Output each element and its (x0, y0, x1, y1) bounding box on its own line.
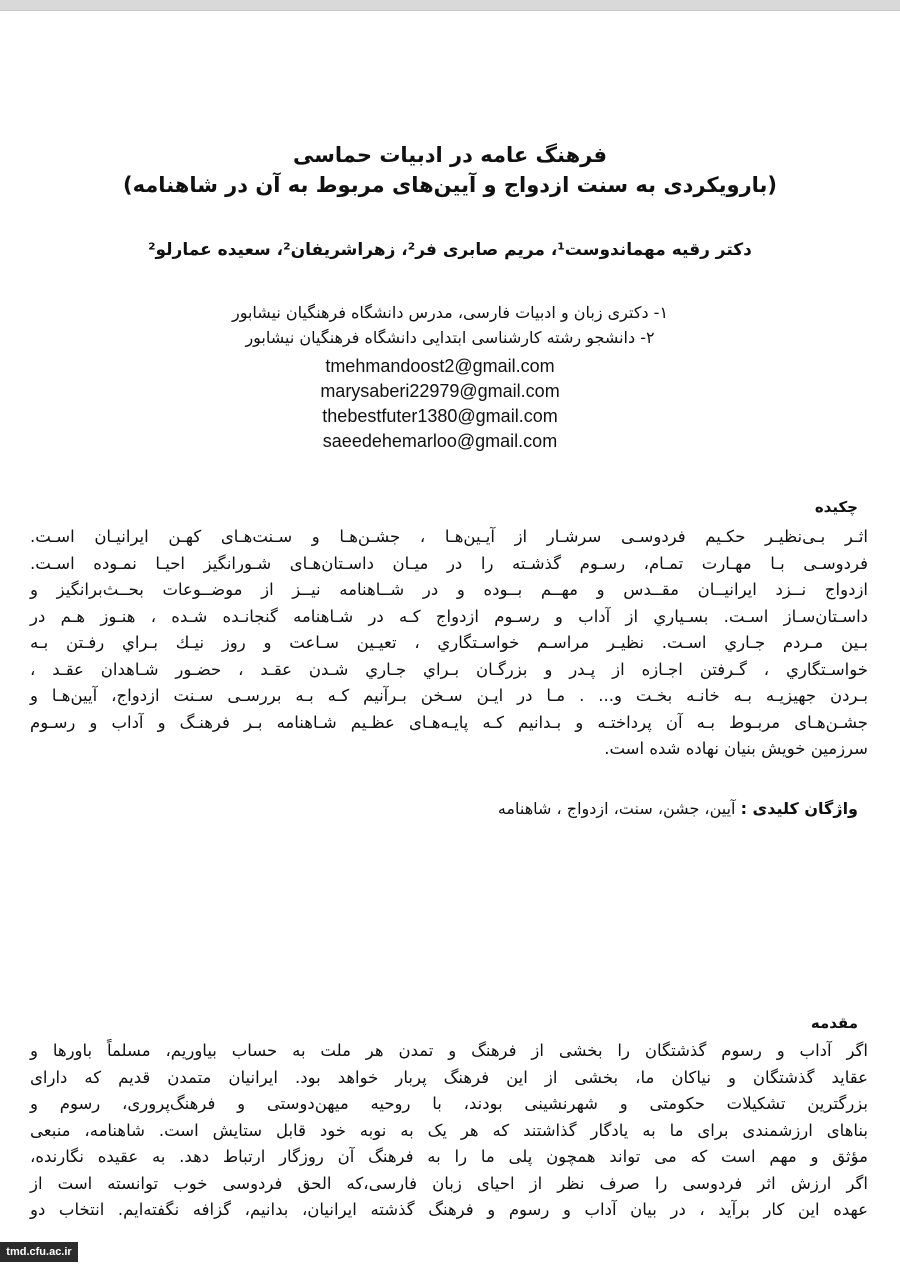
intro-line: عهده این کار برآید ، در بیان آداب و رسوم و فرهنگ گذشته ایرانیان، بدانیم، گزافه نگفته‌ایم. انتخاب دو (30, 1200, 868, 1219)
email-1[interactable]: tmehmandoost2@gmail.com (325, 356, 555, 376)
abstract-line: سرزمین خویش بنیان نهاده شده است. (604, 739, 868, 758)
document-page (14, 14, 886, 1270)
affiliation-2: ۲- دانشجو رشته کارشناسی ابتدایی دانشگاه فرهنگیان نیشابور (245, 328, 655, 347)
abstract-line: فردوسـی بـا مهـارت تمـام، رسـوم گذشـته را در میـان داسـتان‌هـای شـورانگیز احیـا نمـوده اسـت. (30, 553, 868, 573)
authors-line: دکتر رقیه مهماندوست¹، مریم صابری فر²، زهراشریفان²، سعیده عمارلو² (148, 240, 752, 260)
intro-line: مؤثق و مهم است که می تواند همچون پلی ما را به فرهنگ آن روزگار ارتباط دهد. به عقیده نگارنده، (30, 1147, 868, 1166)
affiliations (14, 300, 886, 350)
intro-line: اگر آداب و رسوم گذشتگان را بخشی از فرهنگ و تمدن هر ملت به حساب بیاوریم، مسلماً باورها و (30, 1041, 868, 1060)
abstract-line: خواسـتگاري ، گـرفتن اجـازه از پـدر و بزرگـان بـراي جـاري شـدن عقـد ، حضـور شـاهدان عقـد ، (30, 659, 868, 679)
keywords-label: واژگان کلیدی : (740, 799, 858, 818)
abstract-line: داسـتان‌سـاز اسـت. بسـیاري از آداب و رسـوم ازدواج کـه در شـاهنامه گنجانـده شـده ، هنـوز هـم در (30, 606, 868, 626)
intro-heading: مقدمه (810, 1014, 858, 1032)
abstract-line: اثـر بـی‌نظیـر حکـیم فردوسـی سرشـار از آیـین‌هـا ، جشـن‌هـا و سـنت‌هـای کهـن ایرانیـان اسـت. (30, 527, 868, 546)
intro-line: اگر ارزش اثر فردوسی را صرف نظر از احیای زبان فارسی،که الحق فردوسی خوب توانسته است از (30, 1173, 868, 1193)
abstract-line: بـین مـردم جـاري اسـت. نظیـر مراسـم خواسـتگاري ، تعیـین سـاعت و روز نیـك بـراي رفـتن بـه (30, 633, 868, 652)
intro-line: بزرگترین تشکیلات حکومتی و شهرنشینی بودند، با روحیه میهن‌دوستی و فرهنگ‌پروری، رسوم و (30, 1094, 868, 1113)
abstract-line: ازدواج نــزد ایرانیــان مقــدس و مهــم بــوده و در شــاهنامه نیــز از موضــوعات بحــث‌برانگیز و (30, 580, 868, 599)
intro-line: بناهای ارزشمندی برای ما به یادگار گذاشتند که هر یک به نوبه خود قابل ستایش است. شاهنامه، منبعی (30, 1120, 868, 1140)
email-2[interactable]: marysaberi22979@gmail.com (320, 381, 560, 401)
affiliation-1: ۱- دکتری زبان و ادبیات فارسی، مدرس دانشگاه فرهنگیان نیشابور (231, 303, 669, 322)
keywords-value: آیین، جشن، سنت، ازدواج ، شاهنامه (497, 799, 741, 818)
email-4[interactable]: saeedehemarloo@gmail.com (322, 431, 558, 451)
intro-line: عقاید گذشتگان و نیاکان ما، بخشی از این فرهنگ پربار خواهد بود. ایرانیان متمدن قدیم که دارای (30, 1067, 868, 1087)
intro-body (30, 1038, 868, 1224)
abstract-line: جشـن‌هـای مربـوط بـه آن پرداختـه و بـدانیم کـه پایـه‌هـای عظـیم شـاهنامه بـر فرهنـگ و آداب و رسـوم (30, 712, 868, 732)
email-3[interactable]: thebestfuter1380@gmail.com (322, 406, 558, 426)
abstract-heading: چکیده (814, 498, 858, 516)
page-subtitle: (بارویکردی به سنت ازدواج و آیین‌های مربوط به آن در شاهنامه) (122, 173, 778, 197)
title-block (14, 140, 886, 200)
site-logo[interactable]: tmd.cfu.ac.ir (0, 1242, 78, 1262)
abstract-line: بـردن جهیزیـه بـه خانـه بخـت و... . مـا در ایـن سـخن بـرآنیم کـه بـه بررسـی سـنت ازدواج، آیین‌هـا و (30, 686, 868, 705)
email-list (14, 354, 866, 454)
viewer-top-bar (0, 0, 900, 11)
keywords-line (498, 799, 858, 818)
abstract-body (30, 524, 868, 763)
page-title: فرهنگ عامه در ادبیات حماسی (293, 143, 607, 167)
